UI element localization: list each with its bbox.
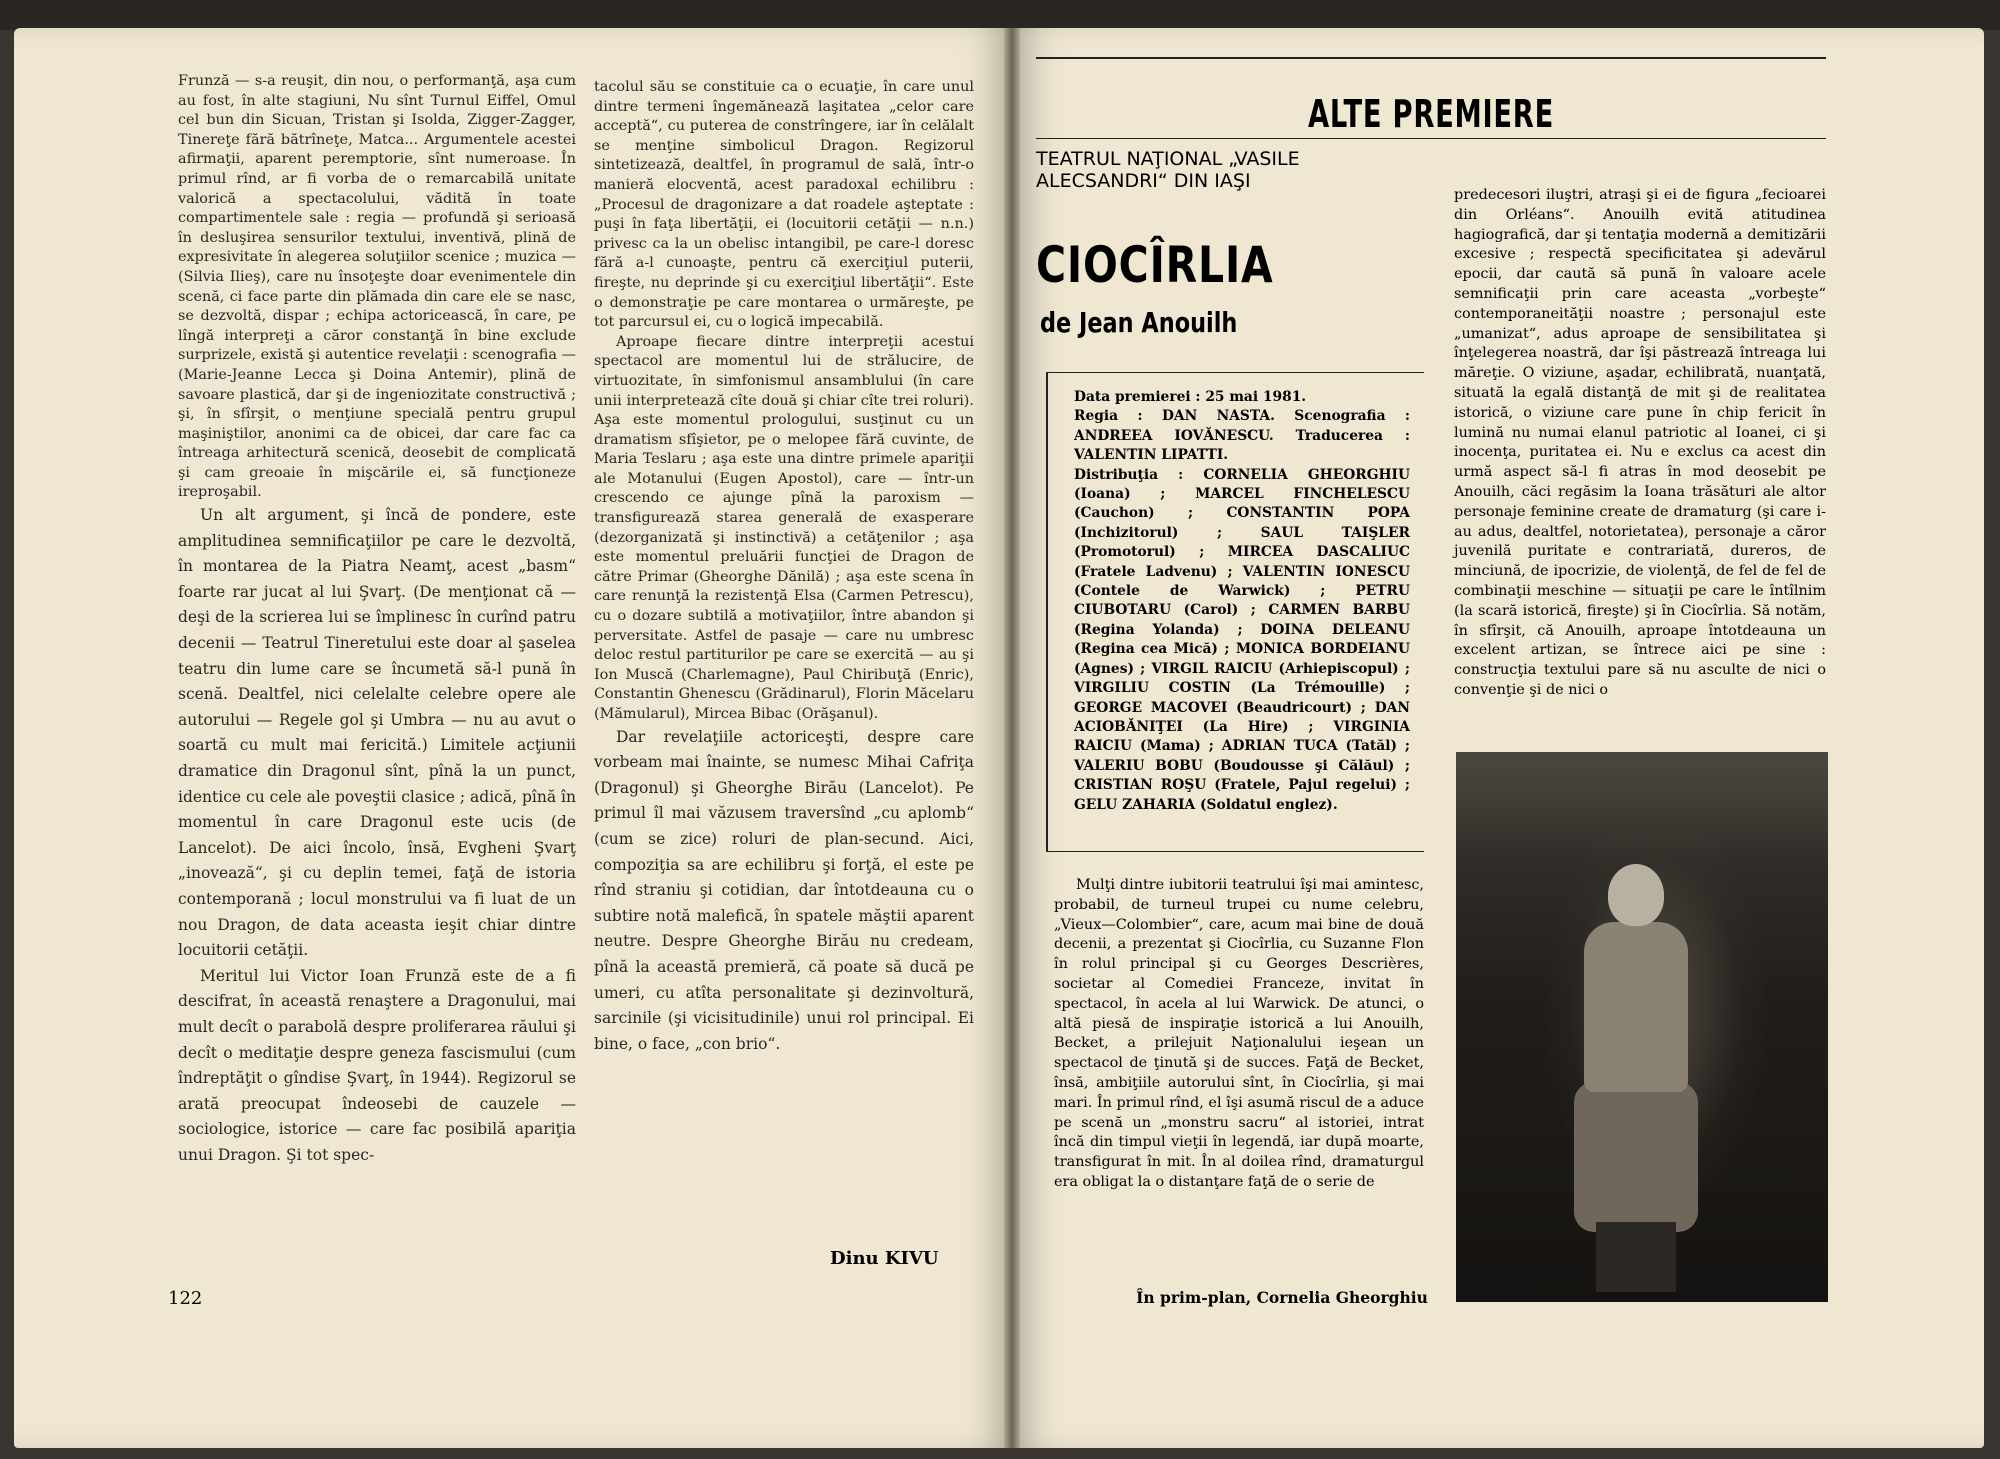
paragraph: Mulţi dintre iubitorii teatrului îşi mai amintesc, probabil, de turneul trupei cu nume celebru, „Vieux—Colombier“, care, acum mai bine de două decenii, a prezentat şi Ciocîrlia, cu Suzanne Flon în rolul principal şi cu Georges Descrières, societar al Comediei Franceze, invitat în spectacol, în acela al lui Warwick. De atunci, o altă piesă de inspiraţie istorică a lui Anouilh, Becket, a prilejuit Naţionalului ieşean un spectacol de ţinută şi de succes. Faţă de Becket, însă, ambiţiile autorului sînt, în Ciocîrlia, şi mai mari. În primul rînd, el îşi asumă riscul de a aduce pe scenă un „monstru sacru“ al istoriei, intrat încă din timpul vieţii în legendă, iar după moarte, transfigurat în mit. În al doilea rînd, dramaturgul era obligat la o distanţare faţă de o serie de bbox=[1054, 877, 1424, 1190]
page-number: 122 bbox=[168, 1288, 203, 1309]
actress-figure-body bbox=[1584, 922, 1688, 1092]
paragraph: Meritul lui Victor Ioan Frunză este de a fi descifrat, în această renaştere a Dragonului, mai mult decît o parabolă despre proliferarea răului şi decît o meditaţie despre geneza fascismului (cum îndreptăţit o gîndise Şvarţ, în 1944). Regizorul se arată preocupat îndeosebi de cauzele — sociologice, istorice — care fac posibilă apariţia unui Dragon. Şi tot spec- bbox=[178, 966, 576, 1164]
play-title: CIOCÎRLIA bbox=[1036, 236, 1274, 294]
paragraph: Aproape fiecare dintre interpreţii acestui spectacol are momentul lui de strălucire, de virtuozitate, în simfonismul ansamblului (în care unii interpretează cîte două şi chiar cîte trei roluri). Aşa este momentul prologului, susţinut cu un dramatism sfîşietor, pe o melopee fără cuvinte, de Maria Teslaru ; aşa este una dintre primele apariţii ale Motanului (Eugen Apostol), care — într-un crescendo ce ajunge pînă la paroxism — transfigurează starea generală de exasperare (dezorganizată şi instinctivă) a cetăţenilor ; aşa este momentul preluării funcţiei de Dragon de către Primar (Gheorghe Dănilă) ; aşa este scena în care renunţă la rezistenţă Elsa (Carmen Petrescu), cu o dozare subtilă a motivaţiilor, între abandon şi perversitate. Astfel de pasaje — care nu umbresc deloc restul partiturilor pe care se exercită — au şi Ion Muscă (Charlemagne), Paul Chiribuţă (Enric), Constantin Ghenescu (Grădinarul), Florin Măcelaru (Mămularul), Mircea Bibac (Orăşanul). bbox=[594, 333, 974, 722]
production-credits: Regia : DAN NASTA. Scenografia : ANDREEA IOVĂNESCU. Traducerea : VALENTIN LIPATTI. bbox=[1074, 408, 1410, 464]
right-column-2 bbox=[1454, 186, 1826, 701]
left-column-2 bbox=[594, 78, 974, 1057]
header-rule-bottom bbox=[1036, 138, 1826, 139]
paragraph: predecesori iluştri, atraşi şi ei de figura „fecioarei din Orléans“. Anouilh evită atitudinea hagiografică, dar şi tentaţia modernă a demitizării excesive ; respectă specificitatea şi adevărul epocii, dar caută să pună în valoare acele semnificaţii prin care aceasta „vorbeşte“ contemporaneităţii noastre ; personajul este „umanizat“, adus aproape de sensibilitatea şi înţelegerea noastră, dar îşi păstrează întreaga lui măreţie. O viziune, aşadar, echilibrată, nuanţată, situată la egală distanţă de mit şi de realitatea istorică, o viziune care pune în chip fericit în lumină nu numai elanul patriotic al Ioanei, ci şi inocenţa, puritatea ei. Nu e exclus ca acest din urmă aspect să-l fi atras în mod deosebit pe Anouilh, căci regăsim la Ioana trăsături ale altor personaje feminine create de dramaturg (şi care i-au adus, dealtfel, notorietatea), personaje a căror juvenilă puritate e contrariată, dureros, de minciună, de ipocrizie, de violenţă, de fel de fel de combinaţii meschine — situaţii pe care le întîlnim (la scară istorică, fireşte) şi în Ciocîrlia. Să notăm, în sfîrşit, că Anouilh, aproape întotdeauna un excelent artizan, se întrece aici pe sine : construcţia textului pare să nu asculte de nici o convenţie şi de nici o bbox=[1454, 187, 1826, 698]
header-rule-top bbox=[1036, 57, 1826, 59]
photo-caption: În prim-plan, Cornelia Gheorghiu bbox=[1136, 1288, 1428, 1307]
paragraph: Frunză — s-a reuşit, din nou, o performanţă, aşa cum au fost, în alte stagiuni, Nu sînt Turnul Eiffel, Omul cel bun din Sicuan, Tristan şi Isolda, Zigger-Zagger, Tinereţe fără bătrîneţe, Matca... Argumentele acestei afirmaţii, aparent peremptorie, sînt numeroase. În primul rînd, ar fi vorba de o remarcabilă unitate valorică a spectacolului, vădită în toate compartimentele sale : regia — profundă şi serioasă în desluşirea sensurilor textului, inventivă, plină de expresivitate în alegerea soluţiilor scenice ; muzica — (Silvia Ilieş), care nu însoţeşte doar evenimentele din scenă, ci face parte din plămada din care ele se nasc, se dezvoltă, dispar ; echipa actoricească, în care, pe lîngă interpreţi a căror constanţă în bine exclude surprizele, există şi autentice revelaţii : scenografia — (Marie-Jeanne Lecca şi Doina Antemir), plină de savoare plastică, dar şi de ingeniozitate constructivă ; şi, în sfîrşit, o menţiune specială pentru grupul maşiniştilor, anonimi ca de obicei, dar care fac ca întreaga arhitectură scenică, deosebit de complicată şi cam greoaie în mişcările ei, să funcţioneze ireproşabil. bbox=[178, 73, 576, 501]
section-title: ALTE PREMIERE bbox=[1308, 92, 1554, 136]
stage-photo bbox=[1456, 752, 1828, 1302]
cast-list: Distribuţia : CORNELIA GHEORGHIU (Ioana) ; MARCEL FINCHELESCU (Cauchon) ; CONSTANTIN POPA (Inchizitorul) ; SAUL TAIŞLER (Promotorul) ; MIRCEA DASCALIUC (Fratele Ladvenu) ; VALENTIN IONESCU (Contele de Warwick) ; PETRU CIUBOTARU (Carol) ; CARMEN BARBU (Regina Yolanda) ; DOINA DELEANU (Regina cea Mică) ; MONICA BORDEIANU (Agnes) ; VIRGIL RAICIU (Arhiepiscopul) ; VIRGILIU COSTIN (La Trémouille) ; GEORGE MACOVEI (Beaudricourt) ; DAN ACIOBĂNIŢEI (La Hire) ; VIRGINIA RAICIU (Mama) ; ADRIAN TUCA (Tatăl) ; VALERIU BOBU (Boudousse şi Călăul) ; CRISTIAN ROŞU (Fratele, Pajul regelui) ; GELU ZAHARIA (Soldatul englez). bbox=[1074, 466, 1410, 813]
left-page bbox=[14, 28, 1012, 1448]
left-column-1 bbox=[178, 72, 576, 1169]
theatre-name: TEATRUL NAŢIONAL „VASILE ALECSANDRI“ DIN IAŞI bbox=[1036, 148, 1300, 192]
book-spine bbox=[1004, 28, 1020, 1448]
right-column-1 bbox=[1054, 876, 1424, 1193]
credits bbox=[1074, 388, 1410, 815]
book-cover-edge bbox=[0, 0, 2000, 30]
play-author: de Jean Anouilh bbox=[1040, 306, 1238, 339]
paragraph: Un alt argument, şi încă de pondere, este amplitudinea semnificaţiilor pe care le dezvoltă, în montarea de la Piatra Neamţ, acest „basm“ foarte rar jucat al lui Şvarţ. (De menţionat că — deşi de la scrierea lui se împlinesc în curînd patru decenii — Teatrul Tineretului este doar al şaselea teatru din lume care se încumetă să-l pună în scenă. Dealtfel, nici celelalte celebre opere ale autorului — Regele gol şi Umbra — nu au avut o soartă cu mult mai fericită.) Limitele acţiunii dramatice din Dragonul sînt, pînă la un punct, identice cu cele ale poveştii clasice ; adică, pînă în momentul în care Dragonul este ucis (de Lancelot). De aici încolo, însă, Evgheni Şvarţ „inovează“, şi cu deplin temei, faţă de istoria contemporană ; locul monstrului va fi luat de un nou Dragon, de data aceasta ieşit chiar dintre locuitorii cetăţii. bbox=[178, 506, 576, 960]
author-signature: Dinu KIVU bbox=[830, 1248, 939, 1269]
premiere-date: Data premierei : 25 mai 1981. bbox=[1074, 389, 1307, 405]
actress-figure-legs bbox=[1574, 1082, 1698, 1232]
paragraph: tacolul său se constituie ca o ecuaţie, în care unul dintre termeni îngemănează laşitatea „celor care acceptă“, cu puterea de constrîngere, iar în celălalt se menţine simbolicul Dragon. Regizorul sintetizează, dealtfel, în programul de sală, într-o manieră elocventă, acest paradoxal echilibru : „Procesul de dragonizare a dat roadele aşteptate : puşi în faţa libertăţii, ei (locuitorii cetăţii — n.n.) privesc ca la un obelisc intangibil, pe care-l doresc fără a-l cunoaşte, pentru că exerciţiul puterii, fireşte, nu deprinde şi cu exerciţiul libertăţii“. Este o demonstraţie pe care montarea o urmăreşte, pe tot parcursul ei, cu o logică impecabilă. bbox=[594, 79, 974, 331]
paragraph: Dar revelaţiile actoriceşti, despre care vorbeam mai înainte, se numesc Mihai Cafriţa (Dragonul) şi Gheorghe Birău (Lancelot). Pe primul îl mai văzusem traversînd „cu aplomb“ (cum se zice) roluri de plan-secund. Aici, compoziţia sa are echilibru şi forţă, el este pe rînd straniu şi cotidian, dar întotdeauna cu o subtire notă malefică, în spatele măştii aparent neutre. Despre Gheorghe Birău nu credeam, pînă la această premieră, că poate să ducă pe umeri, cu atîta personalitate şi dezinvoltură, sarcinile (şi vicisitudinile) unui rol principal. Ei bine, o face, „con brio“. bbox=[594, 727, 974, 1053]
actress-figure-head bbox=[1608, 864, 1664, 926]
stool bbox=[1596, 1222, 1676, 1292]
